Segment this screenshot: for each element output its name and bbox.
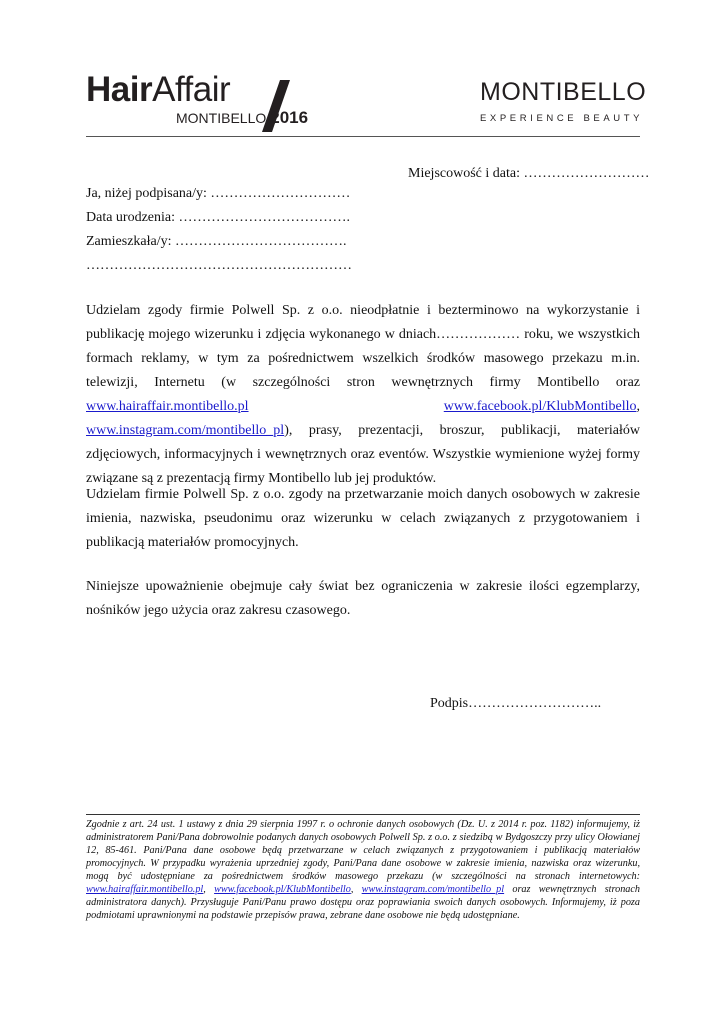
montibello-tagline: EXPERIENCE BEAUTY xyxy=(480,113,644,124)
address-field: Zamieszkała/y: ………………………………. xyxy=(86,234,347,249)
footnote-text-part1: Zgodnie z art. 24 ust. 1 ustawy z dnia 29 sierpnia 1997 r. o ochronie danych osobowych (Dz. U. z 2014 r. poz. 1182) informujemy, iż administratorem Pani/Pana dobrowolnie podanych danych osobowych Polwell Sp. z o.o. z siedzibą w Bydgoszczy przy ulicy Ołowianej 12, 85-461. Pani/Pana dane osobowe będą przetwarzane w celach związanych z przygotowaniem i publikacją materiałów promocyjnych. W przypadku wyrażenia uprzedniej zgody, Pani/Pana dane osobowe w zakresie imienia, nazwiska oraz wizerunku, mogą być udostępniane za pośrednictwem środków masowego przekazu (w szczególności na stronach internetowych: xyxy=(86,819,640,882)
link-facebook[interactable]: www.facebook.pl/KlubMontibello xyxy=(443,399,637,414)
birth-date-field: Data urodzenia: ………………………………. xyxy=(86,210,351,225)
signature-line: Podpis……………………….. xyxy=(430,696,602,711)
footnote-link-instagram[interactable]: www.instagram.com/montibello_pl xyxy=(361,884,505,895)
montibello-logo xyxy=(480,78,647,126)
consent-text-part2: ), prasy, prezentacji, broszur, publikacji, materiałów zdjęciowych, informacyjnych i wewnętrznych oraz eventów. Wszystkie wymienione wyżej formy związane są z prezentacją firmy Montibello lub jej produktów. xyxy=(86,423,640,486)
consent-paragraph-image xyxy=(86,299,640,491)
signer-name-field: Ja, niżej podpisana/y: ………………………… xyxy=(86,186,351,201)
hairaffair-wordmark xyxy=(86,70,230,110)
footnote-separator-2: , xyxy=(350,884,362,895)
hairaffair-logo xyxy=(86,70,326,132)
address-field-line2: ………………………………………………… xyxy=(86,258,352,273)
consent-paragraph-data: Udzielam firmie Polwell Sp. z o.o. zgody na przetwarzanie moich danych osobowych w zakresie imienia, nazwiska, pseudonimu oraz wizerunku w celach związanych z przygotowaniem i publikacją materiałów promocyjnych. xyxy=(86,487,640,550)
link-hairaffair[interactable]: www.hairaffair.montibello.pl xyxy=(86,399,249,414)
gdpr-footnote xyxy=(86,818,640,922)
footnote-separator-1: , xyxy=(203,884,215,895)
logo-word-affair: Affair xyxy=(152,70,231,109)
logo-year: 2016 xyxy=(270,108,309,127)
place-date-field: Miejscowość i data: ……………………… xyxy=(408,166,650,181)
hairaffair-subline xyxy=(176,110,308,126)
montibello-wordmark: MONTIBELLO xyxy=(480,78,647,106)
logo-word-hair: Hair xyxy=(86,70,153,109)
link-separator: , xyxy=(636,399,640,414)
footnote-link-facebook[interactable]: www.facebook.pl/KlubMontibello xyxy=(214,884,351,895)
link-instagram[interactable]: www.instagram.com/montibello_pl xyxy=(86,423,285,438)
footnote-link-hairaffair[interactable]: www.hairaffair.montibello.pl xyxy=(86,884,204,895)
consent-paragraph-scope: Niniejsze upoważnienie obejmuje cały świat bez ograniczenia w zakresie ilości egzemplarzy, nośników jego użycia oraz zakresu czasowego. xyxy=(86,579,640,618)
consent-text-part1: Udzielam zgody firmie Polwell Sp. z o.o. nieodpłatnie i bezterminowo na wykorzystanie i publikację mojego wizerunku i zdjęcia wykonanego w dniach……………… roku, we wszystkich formach reklamy, w tym za pośrednictwem wszelkich środków masowego przekazu m.in. telewizji, Internetu (w szczególności stron wewnętrznych firmy Montibello oraz xyxy=(86,303,640,390)
footer-divider xyxy=(86,814,640,815)
header-divider xyxy=(86,136,640,137)
logo-sub-montibello: MONTIBELLO xyxy=(176,110,267,126)
footnote-text-part2: oraz wewnętrznych stronach administratora danych). Przysługuje Pani/Panu prawo dostępu oraz poprawiania swoich danych osobowych. Informujemy, iż poza podmiotami uprawnionymi na podstawie przepisów prawa, zebrane dane osobowe nie będą udostępniane. xyxy=(86,884,640,921)
